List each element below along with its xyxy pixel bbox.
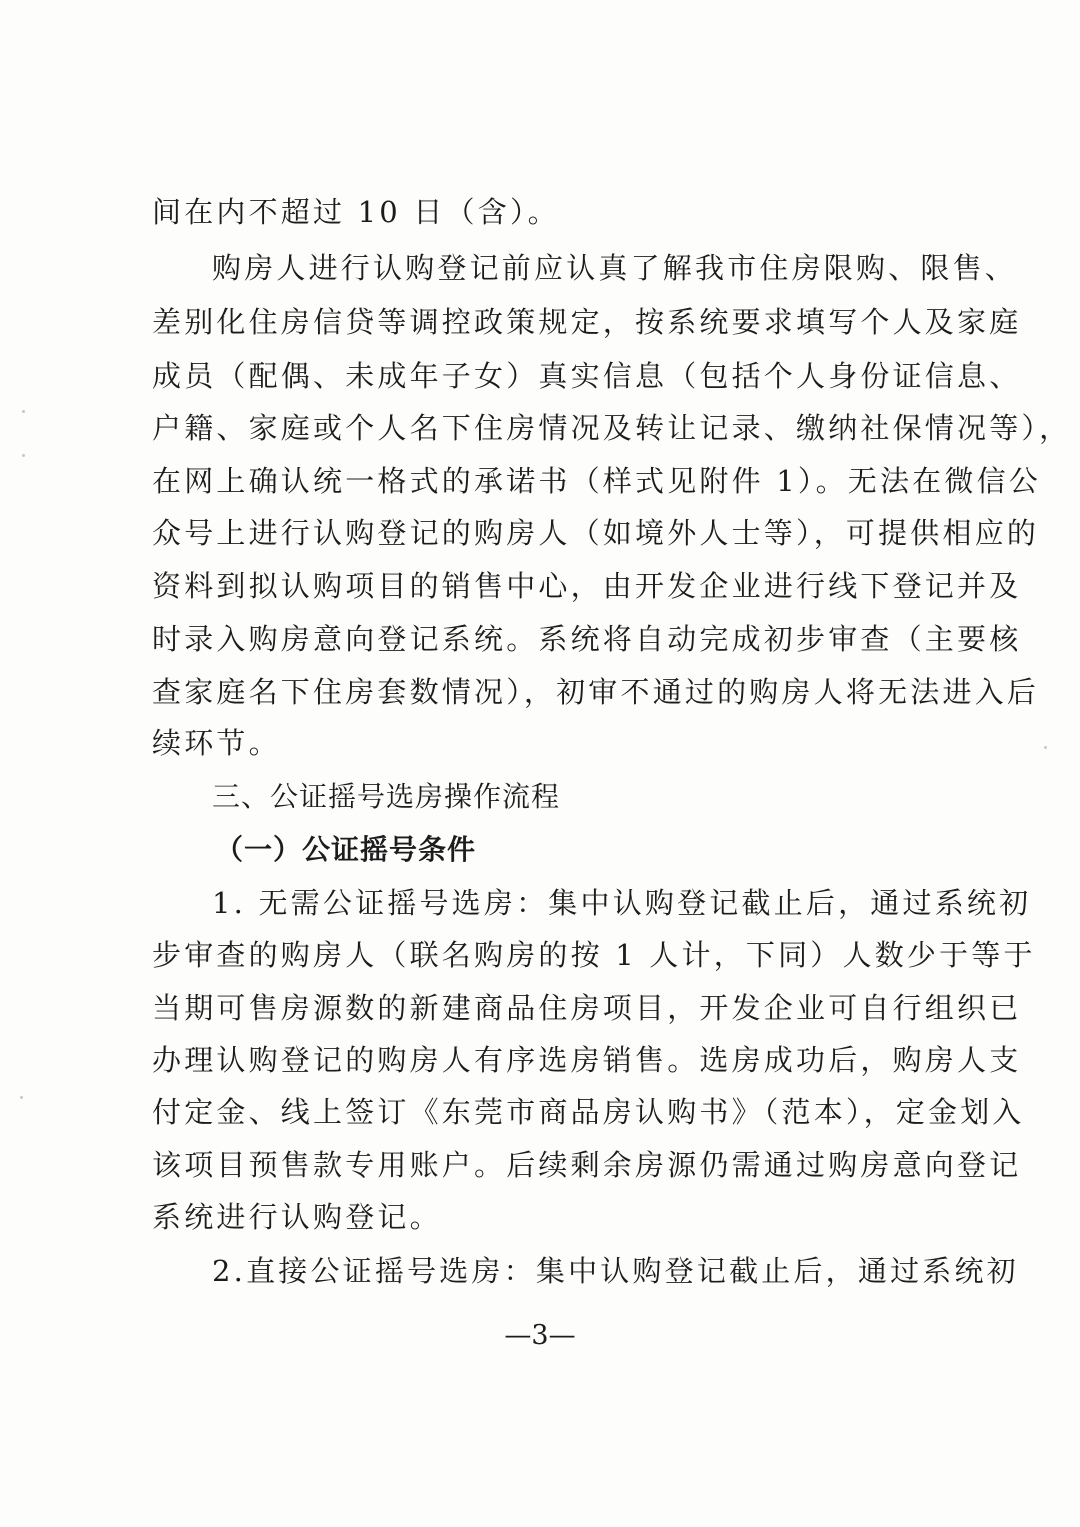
scan-speck (22, 410, 25, 413)
text-line: 续环节。 (152, 726, 281, 760)
text-line: 1. 无需公证摇号选房：集中认购登记截止后，通过系统初 (212, 886, 1032, 920)
text-line: 2.直接公证摇号选房：集中认购登记截止后，通过系统初 (212, 1254, 1019, 1288)
subsection-heading: （一）公证摇号条件 (215, 833, 477, 866)
text-line: 资料到拟认购项目的销售中心，由开发企业进行线下登记并及 (152, 569, 1022, 603)
text-line: 差别化住房信贷等调控政策规定，按系统要求填写个人及家庭 (152, 305, 1022, 339)
text-line: 间在内不超过 10 日（含）。 (152, 195, 560, 229)
section-heading: 三、公证摇号选房操作流程 (212, 780, 561, 813)
scan-speck (1044, 746, 1047, 749)
text-line: 系统进行认购登记。 (152, 1200, 442, 1234)
text-line: 付定金、线上签订《东莞市商品房认购书》（范本），定金划入 (152, 1095, 1025, 1129)
text-line: 众号上进行认购登记的购房人（如境外人士等），可提供相应的 (152, 516, 1040, 550)
text-line: 时录入购房意向登记系统。系统将自动完成初步审查（主要核 (152, 622, 1022, 656)
text-line: 步审查的购房人（联名购房的按 1 人计，下同）人数少于等于 (152, 938, 1036, 972)
scan-speck (20, 1096, 23, 1099)
text-line: 成员（配偶、未成年子女）真实信息（包括个人身份证信息、 (152, 359, 1022, 393)
text-line: 查家庭名下住房套数情况），初审不通过的购房人将无法进入后 (152, 675, 1040, 709)
text-line: 办理认购登记的购房人有序选房销售。选房成功后，购房人支 (152, 1043, 1022, 1077)
text-line: 购房人进行认购登记前应认真了解我市住房限购、限售、 (212, 251, 1018, 285)
page-number: —3— (504, 1320, 576, 1351)
text-line: 该项目预售款专用账户。后续剩余房源仍需通过购房意向登记 (152, 1148, 1022, 1182)
scan-speck (22, 454, 25, 457)
text-line: 在网上确认统一格式的承诺书（样式见附件 1）。无法在微信公 (152, 464, 1041, 498)
text-line: 户籍、家庭或个人名下住房情况及转让记录、缴纳社保情况等）， (152, 411, 1072, 445)
text-line: 当期可售房源数的新建商品住房项目，开发企业可自行组织已 (152, 991, 1022, 1025)
